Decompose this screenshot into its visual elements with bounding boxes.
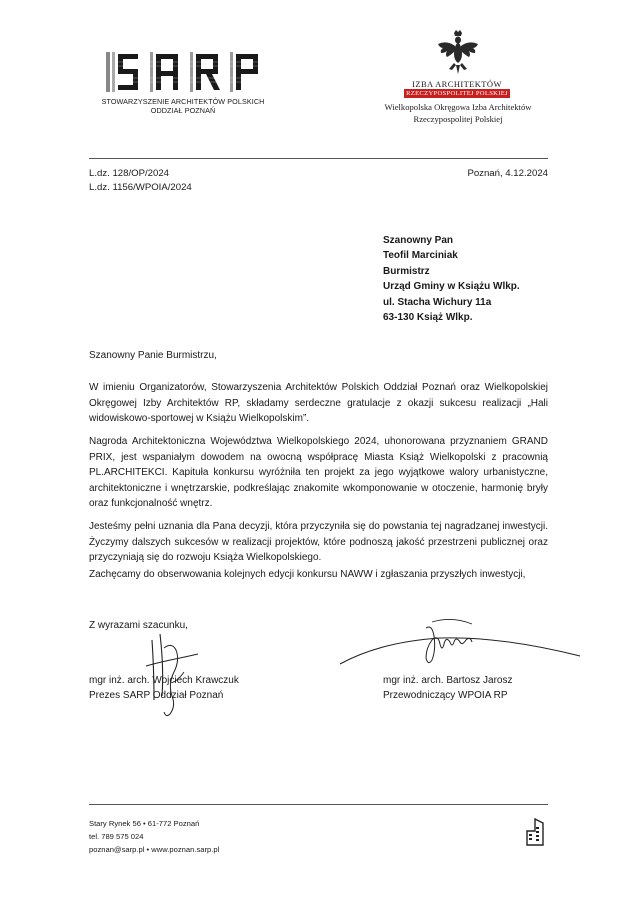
signatory-right bbox=[383, 673, 512, 703]
recipient-line: Teofil Marciniak bbox=[383, 250, 458, 262]
footer-divider bbox=[89, 804, 548, 805]
signature-right-icon bbox=[336, 614, 586, 674]
letter-paragraph: W imieniu Organizatorów, Stowarzyszenia Architektów Polskich Oddział Poznań oraz Wielkopolskiej Okręgowej Izby Architektów RP, składamy serdeczne gratulacje z okazji sukcesu realizacji „Hali widowiskowo-sportowej w Książu Wielkopolskim”. bbox=[89, 382, 548, 425]
sarp-logo bbox=[106, 52, 261, 92]
reference-number-wpoia: L.dz. 1156/WPOIA/2024 bbox=[89, 182, 192, 193]
footer-contact bbox=[89, 818, 219, 856]
izba-line2: Rzeczypospolitej Polskiej bbox=[413, 114, 503, 124]
signatory-left-role: Prezes SARP Oddział Poznań bbox=[89, 690, 224, 701]
sarp-org-line2: ODDZIAŁ POZNAŃ bbox=[150, 106, 216, 115]
footer-address: Stary Rynek 56 • 61-772 Poznań bbox=[89, 819, 200, 828]
recipient-line: Urząd Gminy w Książu Wlkp. bbox=[383, 281, 520, 293]
recipient-line: 63-130 Książ Wlkp. bbox=[383, 312, 473, 324]
footer-email-web: poznan@sarp.pl • www.poznan.sarp.pl bbox=[89, 844, 220, 854]
recipient-line: Szanowny Pan bbox=[383, 235, 454, 246]
signatory-right-name: mgr inż. arch. Bartosz Jarosz bbox=[383, 675, 513, 686]
recipient-line: Burmistrz bbox=[383, 265, 430, 277]
building-icon bbox=[525, 818, 545, 846]
footer-phone: tel. 789 575 024 bbox=[89, 831, 144, 841]
salutation: Szanowny Panie Burmistrzu, bbox=[89, 350, 217, 361]
sarp-org-line1: STOWARZYSZENIE ARCHITEKTÓW POLSKICH bbox=[101, 97, 265, 106]
izba-band: RZECZYPOSPOLITEJ POLSKIEJ bbox=[404, 89, 510, 98]
izba-line1: Wielkopolska Okręgowa Izba Architektów bbox=[384, 102, 532, 112]
closing: Z wyrazami szacunku, bbox=[89, 620, 188, 631]
reference-number-sarp: L.dz. 128/OP/2024 bbox=[89, 168, 170, 179]
izba-title: IZBA ARCHITEKTÓW bbox=[412, 79, 502, 89]
signatory-left-name: mgr inż. arch. Wojciech Krawczuk bbox=[89, 675, 239, 686]
place-date: Poznań, 4.12.2024 bbox=[467, 168, 548, 179]
letter-paragraph: Zachęcamy do obserwowania kolejnych edycji konkursu NAWW i zgłaszania przyszłych inwestycji, bbox=[89, 569, 526, 580]
recipient-line: ul. Stacha Wichury 11a bbox=[383, 296, 492, 308]
eagle-emblem-icon bbox=[437, 30, 479, 76]
recipient-block bbox=[383, 233, 573, 325]
header-divider bbox=[89, 158, 548, 159]
letter-paragraph: Jesteśmy pełni uznania dla Pana decyzji, która przyczyniła się do powstania tej nagradzanej inwestycji. Życzymy dalszych sukcesów w realizacji projektów, które podnoszą jakość przestrzeni publicznej oraz przyczyniają się do rozwoju Książa Wielkopolskiego. bbox=[89, 521, 548, 564]
letter-paragraph: Nagroda Architektoniczna Województwa Wielkopolskiego 2024, uhonorowana przyznaniem GRAND PRIX, jest wspaniałym dowodem na owocną współpracę Miasta Książ Wielkopolski z pracownią PL.ARCHITEKCI. Kapituła konkursu wyróżniła ten projekt za jego wyjątkowe walory urbanistyczne, architektoniczne i wnętrzarskie, podkreślając znakomite wkomponowanie w otoczenie, harmonię bryły oraz funkcjonalność wnętrz. bbox=[89, 436, 548, 510]
signature-left-icon bbox=[120, 620, 230, 720]
signatory-left bbox=[89, 673, 239, 703]
signatory-right-role: Przewodniczący WPOIA RP bbox=[383, 690, 508, 701]
